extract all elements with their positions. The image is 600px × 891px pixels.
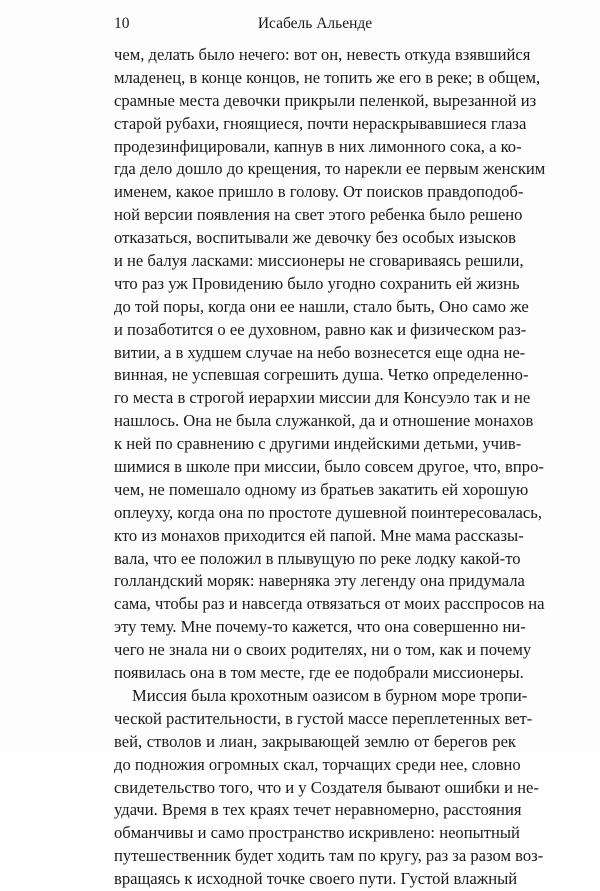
text-line: нашлось. Она не была служанкой, да и отношение монахов [114, 411, 534, 431]
page-number: 10 [114, 15, 130, 32]
text-line: удачи. Время в тех краях течет неравномерно, расстояния [114, 800, 522, 820]
body-text [114, 44, 546, 891]
text-line: вей, стволов и лиан, закрывающей землю от берегов рек [114, 731, 516, 751]
text-line: отказаться, воспитывали же девочку без особых изысков [114, 228, 516, 248]
text-line: гда дело дошло до крещения, то нарекли ее первым женским [114, 159, 546, 179]
text-line: вращаясь к исходной точке своего пути. Густой влажный [114, 869, 518, 889]
text-line: обманчивы и само пространство искривлено: неопытный [114, 823, 520, 843]
text-line: винная, не успевшая согрешить душа. Четко определенно- [114, 365, 529, 385]
text-line: свидетельство того, что и у Создателя бывают ошибки и не- [114, 777, 539, 797]
text-line: путешественник будет ходить там по кругу, раз за разом воз- [114, 846, 544, 866]
text-line: шимися в школе при миссии, было совсем другое, что, впро- [114, 457, 544, 477]
text-line: го места в строгой иерархии миссии для Консуэло так и не [114, 388, 531, 408]
text-line: вала, что ее положил в плывущую по реке лодку какой-то [114, 548, 521, 568]
paragraph [114, 44, 546, 685]
text-line: к ней по сравнению с другими индейскими детьми, учив- [114, 434, 522, 454]
text-line: чем, делать было нечего: вот он, невесть откуда взявшийся [114, 45, 531, 64]
text-line: витии, а в худшем случае на небо вознесется еще одна не- [114, 342, 526, 362]
text-line: чего не знала ни о своих родителях, ни о том, как и почему [114, 640, 532, 660]
text-line: до подножия огромных скал, торчащих среди нее, словно [114, 754, 521, 774]
text-line: оплеуху, когда она по простоте душевной поинтересовалась, [114, 502, 542, 522]
text-line: ческой растительности, в густой массе переплетенных вет- [114, 708, 533, 728]
text-line: продезинфицировали, капнув в них лимонного сока, а ко- [114, 136, 522, 156]
text-line: младенец, в конце концов, не топить же его в реке; в общем, [114, 67, 541, 87]
text-line: до той поры, когда они ее нашли, стало быть, Оно само же [114, 296, 529, 316]
paragraph [114, 685, 544, 891]
running-title: Исабель Альенде [257, 15, 373, 32]
text-line: что раз уж Провидению было угодно сохранить ей жизнь [114, 273, 520, 293]
text-line: ной версии появления на свет этого ребенка было решено [114, 205, 523, 225]
running-head [114, 14, 516, 34]
text-line: кто из монахов приходится ей папой. Мне мама рассказы- [114, 525, 524, 545]
text-line: голландский моряк: наверняка эту легенду она придумала [114, 571, 525, 591]
text-line: эту тему. Мне почему-то кажется, что она совершенно ни- [114, 617, 526, 637]
text-line: старой рубахи, гноящиеся, почти нераскрывавшиеся глаза [114, 113, 527, 133]
text-line: срамные места девочки прикрыли пеленкой, вырезанной из [114, 90, 537, 110]
text-line: именем, какое пришло в голову. От поисков правдоподоб- [114, 182, 524, 202]
text-line: Миссия была крохотным оазисом в бурном море тропи- [132, 685, 528, 705]
text-line: сама, чтобы раз и навсегда отвязаться от моих расспросов на [114, 594, 545, 614]
text-line: появилась она в том месте, где ее подобрали миссионеры. [114, 663, 524, 683]
text-line: и не балуя ласками: миссионеры не сговариваясь решили, [114, 251, 524, 271]
text-line: чем, не помешало одному из братьев закатить ей хорошую [114, 479, 529, 499]
text-line: и позаботится о ее духовном, равно как и физическом раз- [114, 319, 527, 339]
